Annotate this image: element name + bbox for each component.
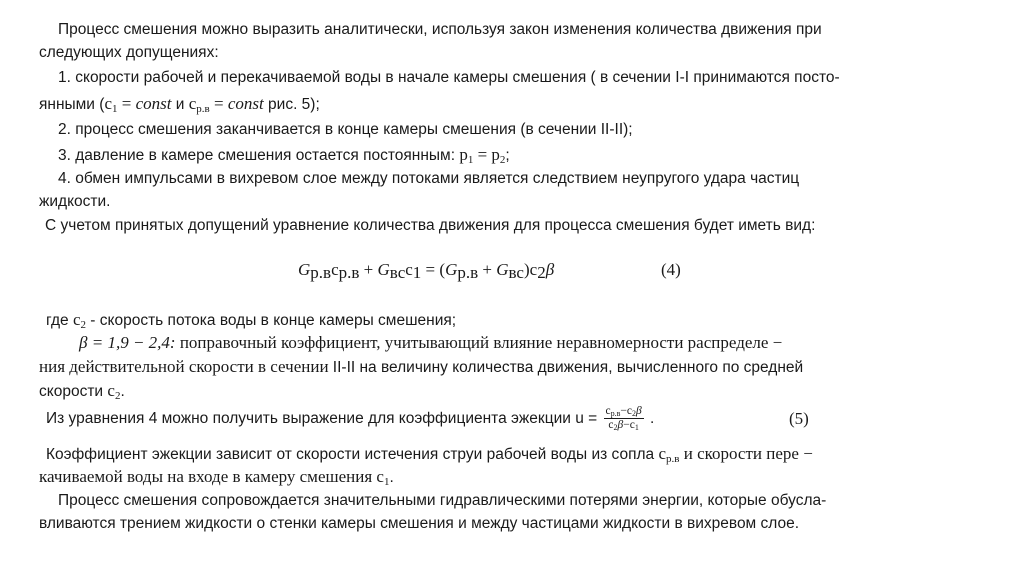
paragraph-line-3: 1. скорости рабочей и перекачиваемой воды в начале камеры смешения ( в сечении I-I принимаются посто- bbox=[58, 69, 840, 86]
paragraph-line-14 bbox=[39, 380, 125, 402]
math-c2: $c_2$ bbox=[107, 381, 121, 402]
paragraph-line-12 bbox=[79, 332, 782, 354]
text-segment: Из уравнения 4 можно получить выражение для коэффициента эжекции u = bbox=[46, 410, 602, 427]
text-segment: II-II на величину количества движения, вычисленного по средней bbox=[332, 359, 804, 376]
text-segment: янными ( bbox=[39, 96, 105, 113]
math-c2: $c_2$ bbox=[72, 310, 86, 331]
math-G: G bbox=[298, 260, 311, 279]
paragraph-line-15 bbox=[46, 404, 654, 434]
fraction-denominator: $c_2\beta-c_1$ bbox=[608, 419, 639, 433]
math-sub: вс bbox=[508, 263, 524, 282]
math-sub: р.в bbox=[338, 263, 360, 282]
math-const: const bbox=[227, 94, 264, 113]
text-segment: ния действительной скорости в сечении bbox=[39, 357, 333, 376]
math-c1: $c_1$ bbox=[376, 467, 390, 488]
text-segment: - скорость потока воды в конце камеры смешения; bbox=[85, 312, 457, 329]
text-segment: где bbox=[46, 312, 73, 329]
paragraph-line-4 bbox=[39, 93, 320, 115]
math-beta: β bbox=[545, 260, 555, 279]
paragraph-line-13 bbox=[39, 356, 803, 378]
text-segment: поправочный коэффициент, учитывающий влияние неравномерности распределе − bbox=[179, 333, 783, 352]
math-p1: $p_1$ bbox=[459, 145, 474, 166]
math-paren: ) bbox=[523, 260, 530, 279]
text-segment: ; bbox=[505, 147, 510, 164]
text-segment: . bbox=[389, 469, 394, 486]
math-sub: 1 bbox=[412, 263, 422, 282]
math-plus: + bbox=[478, 260, 497, 279]
math-c1: $c_1$ bbox=[104, 94, 118, 115]
math-sub: вс bbox=[389, 263, 406, 282]
text-segment: Коэффициент эжекции зависит от скорости истечения струи рабочей воды из сопла bbox=[46, 446, 659, 463]
math-c: c bbox=[331, 260, 339, 279]
math-equals: = bbox=[209, 94, 228, 113]
equation-5-number: (5) bbox=[789, 409, 809, 428]
math-sub: 2 bbox=[537, 263, 546, 282]
math-plus: + bbox=[359, 260, 378, 279]
math-equals: = bbox=[421, 260, 440, 279]
text-segment: . bbox=[645, 410, 655, 427]
math-G: G bbox=[377, 260, 390, 279]
math-sub: р.в bbox=[457, 263, 479, 282]
paragraph-line-2: следующих допущениях: bbox=[39, 44, 219, 61]
math-beta-range: β = 1,9 − 2,4: bbox=[79, 333, 180, 352]
equation-4-number: (4) bbox=[661, 260, 681, 279]
paragraph-line-18: Процесс смешения сопровождается значительными гидравлическими потерями энергии, которые обусла- bbox=[58, 492, 827, 509]
text-segment: и bbox=[171, 96, 189, 113]
math-G: G bbox=[496, 260, 509, 279]
equation-4 bbox=[298, 259, 554, 281]
paragraph-line-6 bbox=[58, 144, 510, 166]
paragraph-line-8: жидкости. bbox=[39, 193, 111, 210]
math-equals: = bbox=[473, 145, 492, 164]
text-segment: и скорости пере − bbox=[679, 444, 813, 463]
math-const: const bbox=[135, 94, 172, 113]
paragraph-line-5: 2. процесс смешения заканчивается в конце камеры смешения (в сечении II-II); bbox=[58, 121, 633, 138]
paragraph-line-7: 4. обмен импульсами в вихревом слое между потоками является следствием неупругого удара частиц bbox=[58, 170, 800, 187]
paragraph-line-19: вливаются трением жидкости о стенки камеры смешения и между частицами жидкости в вихревом слое. bbox=[39, 515, 800, 532]
text-segment: 3. давление в камере смешения остается постоянным: bbox=[58, 147, 460, 164]
math-paren: ( bbox=[439, 260, 446, 279]
math-G: G bbox=[445, 260, 458, 279]
math-c: c bbox=[405, 260, 413, 279]
text-segment: качиваемой воды на входе в камеру смешения bbox=[39, 467, 377, 486]
fraction-numerator: $c_{р.в}-c_2\beta$ bbox=[605, 405, 642, 419]
math-c: c bbox=[529, 260, 538, 279]
math-cpv: $c_{р.в}$ bbox=[188, 94, 210, 115]
text-segment: рис. 5); bbox=[263, 96, 320, 113]
math-cpv: $c_{р.в}$ bbox=[658, 444, 680, 465]
paragraph-line-1: Процесс смешения можно выразить аналитически, используя закон изменения количества движения при bbox=[58, 21, 822, 38]
paragraph-line-11 bbox=[46, 309, 456, 331]
ejection-fraction bbox=[604, 405, 644, 432]
paragraph-line-17 bbox=[39, 466, 394, 488]
paragraph-line-16 bbox=[46, 443, 813, 465]
math-equals: = bbox=[117, 94, 136, 113]
math-sub: р.в bbox=[310, 263, 332, 282]
text-segment: . bbox=[120, 383, 125, 400]
text-segment: скорости bbox=[39, 383, 108, 400]
paragraph-line-9: С учетом принятых допущений уравнение количества движения для процесса смешения будет иметь вид: bbox=[45, 217, 816, 234]
math-p2: $p_2$ bbox=[491, 145, 506, 166]
